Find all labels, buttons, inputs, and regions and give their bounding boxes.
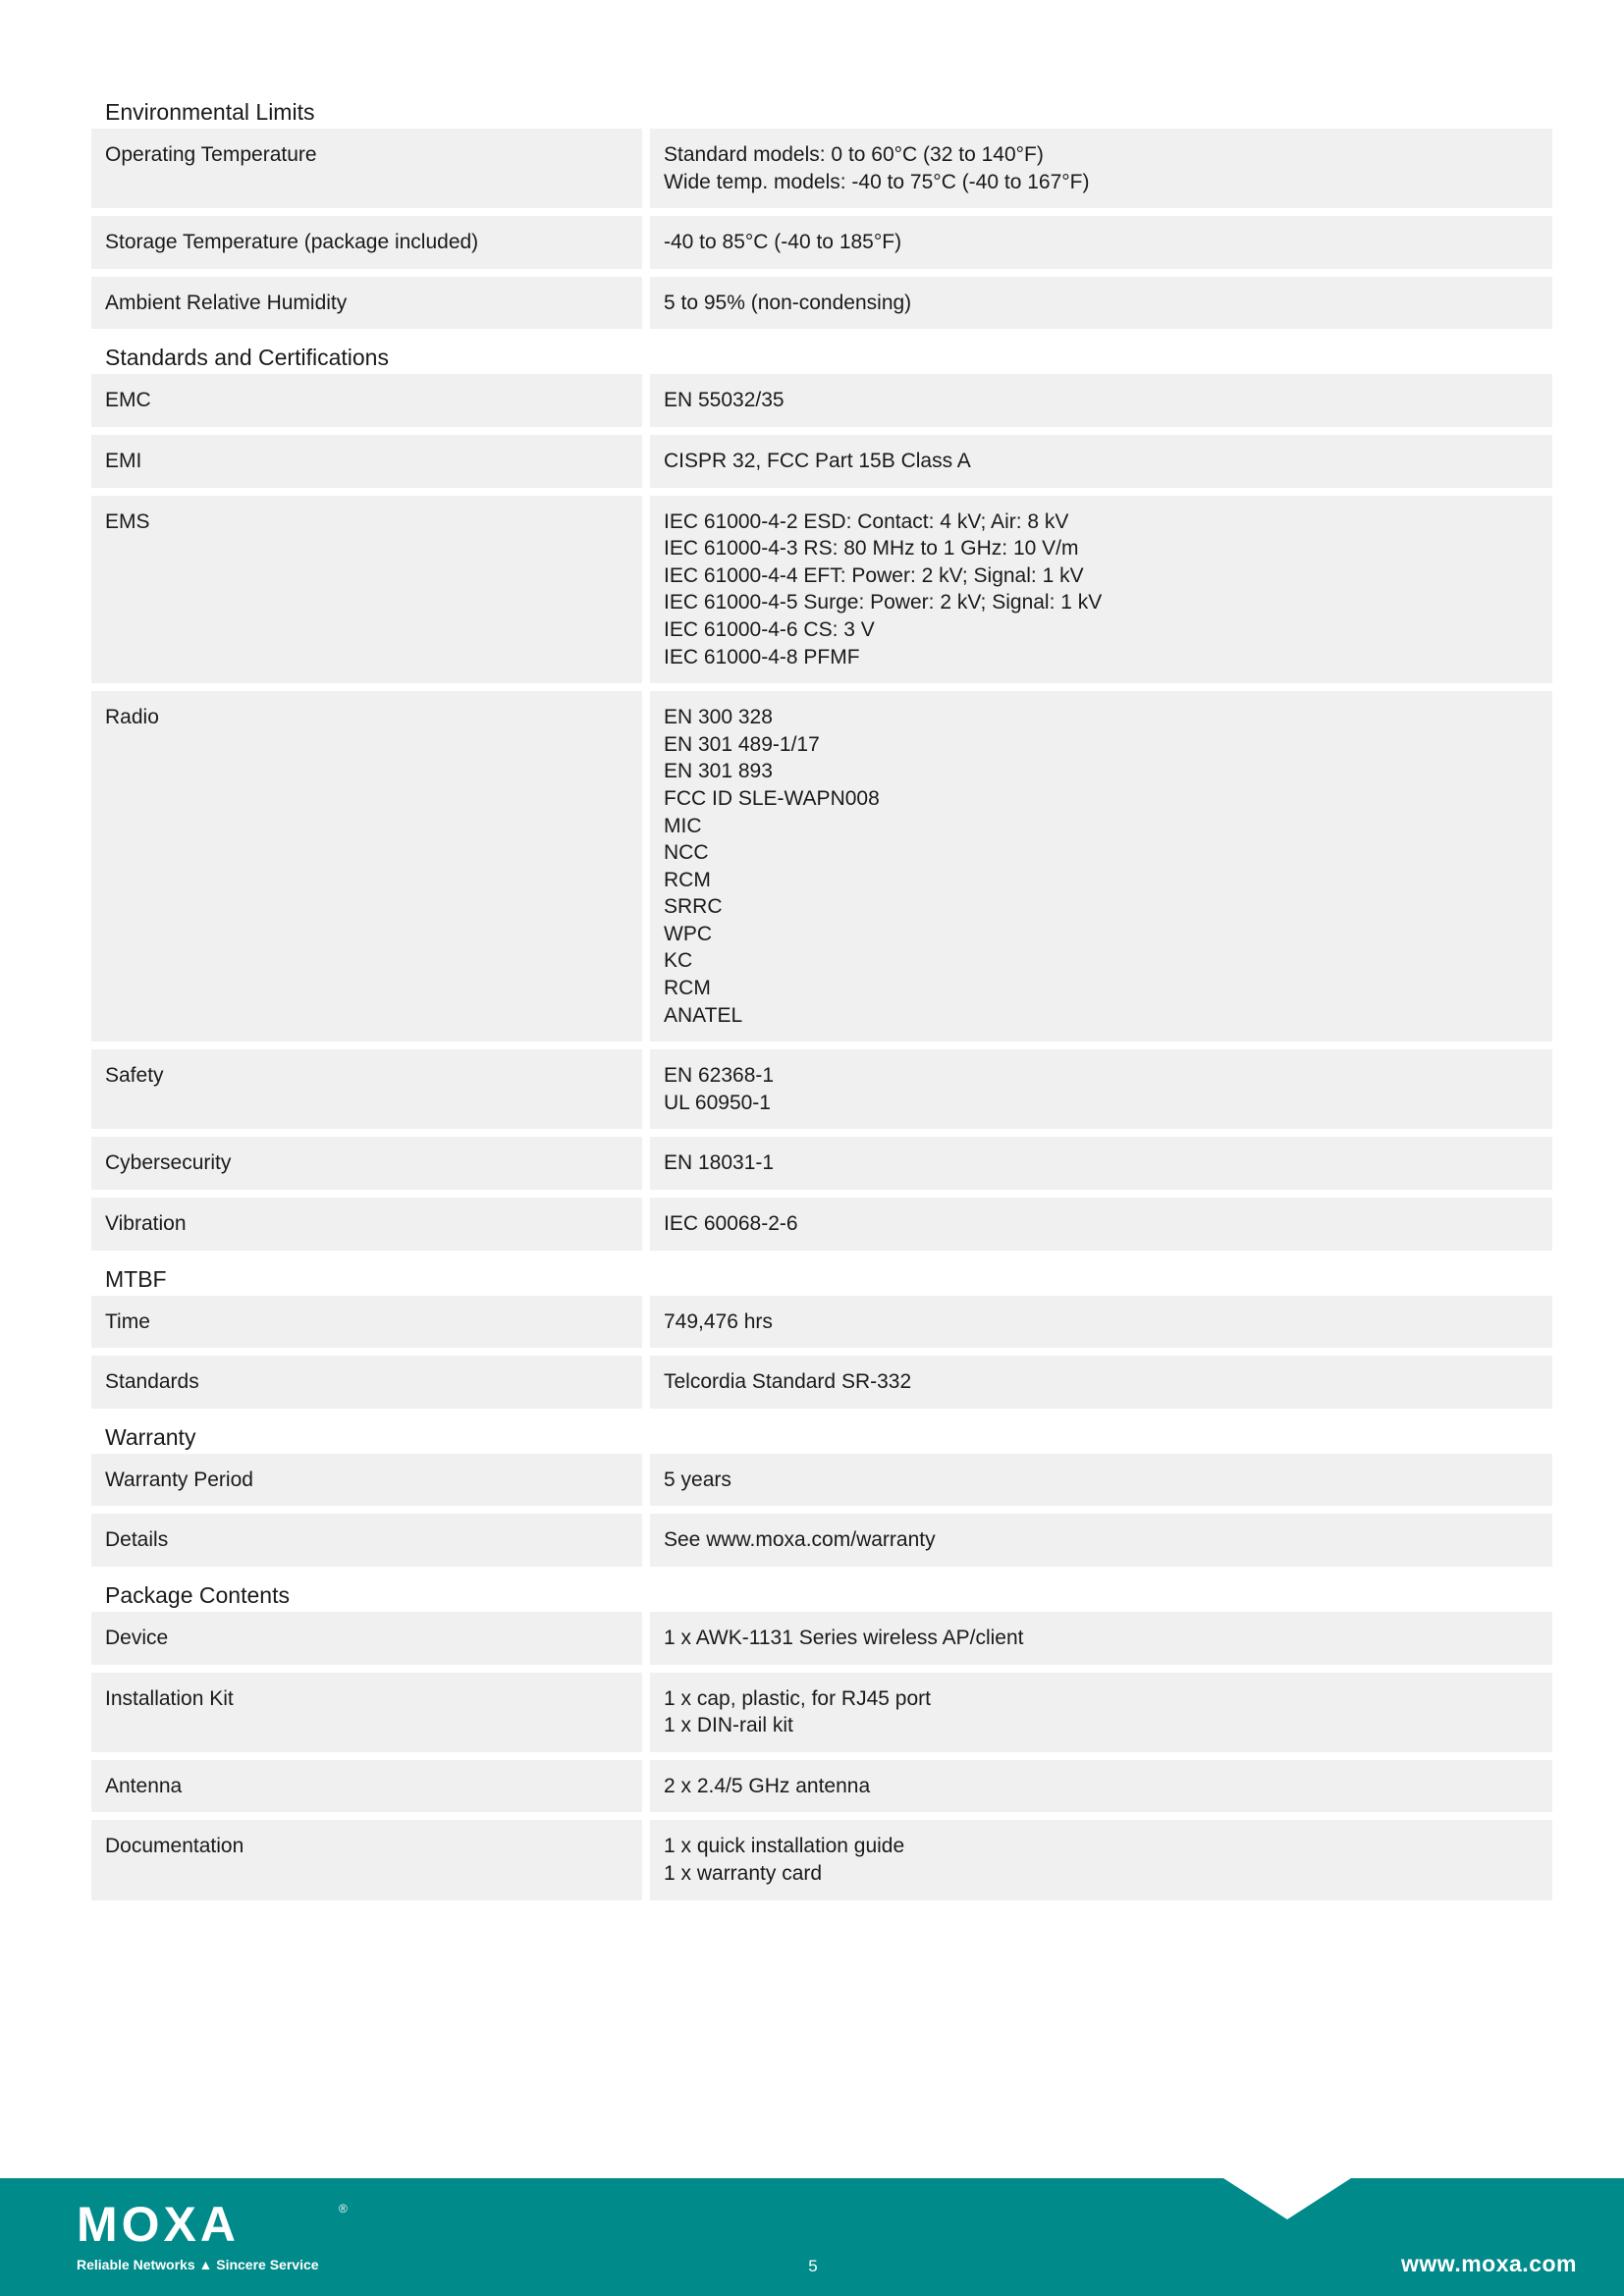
spec-value	[650, 1454, 1552, 1507]
moxa-logo: MOXA	[77, 2197, 240, 2252]
spec-row	[91, 1454, 1552, 1507]
spec-label: Standards	[91, 1356, 642, 1409]
spec-row	[91, 1049, 1552, 1129]
spec-label: Warranty Period	[91, 1454, 642, 1507]
spec-value-line: IEC 61000-4-6 CS: 3 V	[664, 617, 875, 641]
spec-value-line: 1 x DIN-rail kit	[664, 1714, 793, 1737]
spec-value	[650, 1049, 1552, 1129]
spec-value-line: 1 x cap, plastic, for RJ45 port	[664, 1686, 931, 1710]
spec-section	[91, 1575, 1552, 1900]
spec-value	[650, 1198, 1552, 1251]
spec-value-line: RCM	[664, 977, 711, 1000]
spec-label: Ambient Relative Humidity	[91, 277, 642, 330]
spec-value-line: SRRC	[664, 895, 723, 919]
spec-value-line: EN 18031-1	[664, 1151, 775, 1175]
footer-band	[0, 2178, 1624, 2296]
spec-value-line: IEC 60068-2-6	[664, 1212, 798, 1236]
spec-value-line: UL 60950-1	[664, 1091, 771, 1114]
spec-label: Storage Temperature (package included)	[91, 216, 642, 269]
spec-label: EMC	[91, 374, 642, 427]
spec-value-line: EN 301 893	[664, 760, 773, 783]
spec-label: Device	[91, 1612, 642, 1665]
section-title: Package Contents	[105, 1582, 290, 1608]
spec-content	[91, 91, 1552, 1908]
spec-row	[91, 496, 1552, 684]
spec-value-line: EN 301 489-1/17	[664, 732, 820, 756]
spec-value	[650, 1760, 1552, 1813]
section-title: MTBF	[105, 1265, 167, 1292]
spec-section	[91, 337, 1552, 1250]
spec-value	[650, 1356, 1552, 1409]
registered-mark: ®	[339, 2202, 348, 2216]
spec-row	[91, 1760, 1552, 1813]
spec-value-line: 5 to 95% (non-condensing)	[664, 291, 912, 314]
spec-row	[91, 374, 1552, 427]
section-title: Standards and Certifications	[105, 345, 389, 371]
spec-value	[650, 216, 1552, 269]
spec-value-line: EN 55032/35	[664, 389, 785, 412]
spec-value	[650, 129, 1552, 208]
spec-value	[650, 1612, 1552, 1665]
spec-value-line: RCM	[664, 868, 711, 891]
spec-value-line: EN 62368-1	[664, 1064, 775, 1088]
spec-value	[650, 1673, 1552, 1752]
spec-value-line: WPC	[664, 922, 712, 945]
spec-row	[91, 1612, 1552, 1665]
spec-value	[650, 1820, 1552, 1899]
spec-value-line: KC	[664, 949, 693, 973]
spec-value-line: Wide temp. models: -40 to 75°C (-40 to 167°F)	[664, 170, 1090, 193]
page-footer	[0, 2178, 1624, 2296]
spec-value	[650, 496, 1552, 684]
spec-label: Operating Temperature	[91, 129, 642, 208]
spec-label: Radio	[91, 691, 642, 1041]
spec-value	[650, 691, 1552, 1041]
spec-value	[650, 1137, 1552, 1190]
spec-value-line: 5 years	[664, 1468, 731, 1491]
spec-value-line: MIC	[664, 814, 702, 837]
page-number: 5	[808, 2257, 818, 2275]
website-link[interactable]: www.moxa.com	[1401, 2251, 1577, 2276]
spec-value-line: NCC	[664, 841, 709, 865]
spec-value-line: CISPR 32, FCC Part 15B Class A	[664, 449, 971, 472]
spec-row	[91, 691, 1552, 1041]
spec-value-line: ANATEL	[664, 1003, 743, 1027]
spec-value-line: 1 x warranty card	[664, 1861, 823, 1885]
spec-value	[650, 374, 1552, 427]
spec-value	[650, 1514, 1552, 1567]
spec-row	[91, 1514, 1552, 1567]
spec-label: Time	[91, 1296, 642, 1349]
spec-label: EMS	[91, 496, 642, 684]
spec-row	[91, 1356, 1552, 1409]
spec-label: Documentation	[91, 1820, 642, 1899]
spec-value-line: 2 x 2.4/5 GHz antenna	[664, 1774, 871, 1797]
spec-value	[650, 277, 1552, 330]
spec-row	[91, 1296, 1552, 1349]
spec-value-line: IEC 61000-4-4 EFT: Power: 2 kV; Signal: 1 kV	[664, 563, 1084, 587]
section-title: Warranty	[105, 1423, 196, 1450]
spec-section	[91, 91, 1552, 329]
spec-section	[91, 1258, 1552, 1409]
spec-label: Safety	[91, 1049, 642, 1129]
spec-value	[650, 1296, 1552, 1349]
spec-label: Details	[91, 1514, 642, 1567]
spec-label: Vibration	[91, 1198, 642, 1251]
spec-value-line: IEC 61000-4-8 PFMF	[664, 645, 860, 668]
spec-row	[91, 1198, 1552, 1251]
spec-value-line: 1 x AWK-1131 Series wireless AP/client	[664, 1627, 1024, 1649]
spec-label: Antenna	[91, 1760, 642, 1813]
spec-section	[91, 1416, 1552, 1567]
spec-label: EMI	[91, 435, 642, 488]
spec-value-line: 1 x quick installation guide	[664, 1835, 905, 1858]
spec-value-line: Telcordia Standard SR-332	[664, 1370, 912, 1394]
section-title: Environmental Limits	[105, 99, 315, 125]
spec-value-line: IEC 61000-4-2 ESD: Contact: 4 kV; Air: 8 kV	[664, 509, 1069, 533]
spec-value-line: -40 to 85°C (-40 to 185°F)	[664, 231, 902, 254]
spec-row	[91, 1820, 1552, 1899]
spec-value-line: EN 300 328	[664, 706, 773, 729]
spec-value-line: FCC ID SLE-WAPN008	[664, 786, 880, 810]
spec-row	[91, 277, 1552, 330]
spec-row	[91, 1137, 1552, 1190]
spec-row	[91, 1673, 1552, 1752]
spec-row	[91, 129, 1552, 208]
spec-value-line: Standard models: 0 to 60°C (32 to 140°F)	[664, 143, 1044, 166]
spec-label: Cybersecurity	[91, 1137, 642, 1190]
spec-value	[650, 435, 1552, 488]
spec-label: Installation Kit	[91, 1673, 642, 1752]
spec-value-line: IEC 61000-4-5 Surge: Power: 2 kV; Signal: 1 kV	[664, 591, 1103, 614]
spec-row	[91, 216, 1552, 269]
logo-tagline: Reliable Networks ▲ Sincere Service	[77, 2257, 319, 2272]
spec-value-line: IEC 61000-4-3 RS: 80 MHz to 1 GHz: 10 V/m	[664, 537, 1079, 561]
spec-row	[91, 435, 1552, 488]
spec-value-line: See www.moxa.com/warranty	[664, 1528, 936, 1552]
spec-value-line: 749,476 hrs	[664, 1309, 773, 1333]
